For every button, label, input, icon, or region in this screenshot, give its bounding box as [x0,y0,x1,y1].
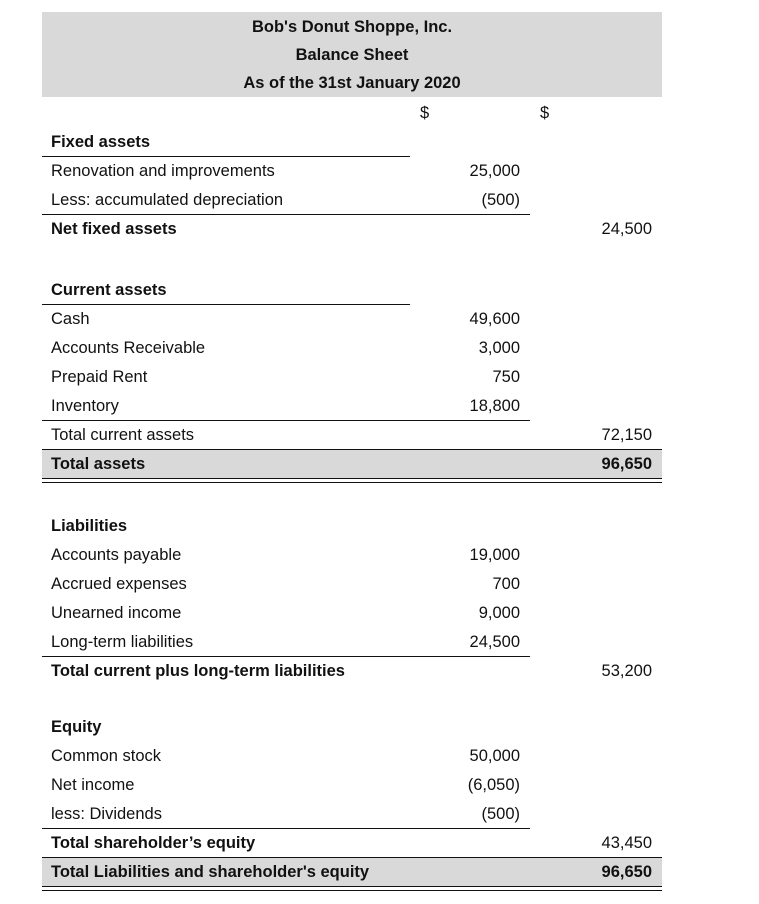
total-row-liabilities [42,657,662,686]
spacer [42,479,662,512]
line-item-label: Accrued expenses [51,575,187,593]
total-label: Net fixed assets [51,220,177,238]
total-row-current-assets [42,421,662,450]
line-item-label: Net income [51,776,135,794]
total-label: Total current plus long-term liabilities [51,662,345,680]
line-item-amount: 18,800 [469,397,520,415]
line-item [42,541,662,570]
statement-date: As of the 31st January 2020 [243,74,461,92]
total-amount: 24,500 [601,220,652,238]
section-heading-equity [42,713,662,742]
line-item-amount: 3,000 [478,339,520,357]
section-heading-current-assets [42,276,662,305]
line-item [42,570,662,599]
line-item-label: Accounts Receivable [51,339,206,357]
line-item-amount: 50,000 [469,747,520,765]
grand-total-amount: 96,650 [601,863,652,881]
line-item [42,305,662,334]
line-item-label: Prepaid Rent [51,368,148,386]
section-heading-label: Current assets [51,281,167,299]
company-name: Bob's Donut Shoppe, Inc. [251,18,453,36]
line-item-amount: 700 [492,575,520,593]
grand-total-row-assets [42,450,662,479]
spacer [42,686,662,713]
double-underline [42,478,662,483]
section-heading-fixed-assets [42,128,662,157]
total-label: Total shareholder’s equity [51,834,256,852]
line-item-label: Unearned income [51,604,182,622]
section-heading-liabilities [42,512,662,541]
section-heading-label: Fixed assets [51,133,151,151]
line-item-label: Long-term liabilities [51,633,194,651]
line-item [42,392,662,421]
total-amount: 72,150 [601,426,652,444]
balance-sheet [42,12,662,887]
line-item [42,800,662,829]
line-item-label: Common stock [51,747,162,765]
sheet-header [42,12,662,97]
grand-total-label: Total Liabilities and shareholder's equity [51,863,370,881]
line-item-amount: (6,050) [467,776,520,794]
line-item [42,742,662,771]
line-item-label: Inventory [51,397,119,415]
line-item-amount: 750 [492,368,520,386]
line-item-amount: 9,000 [478,604,520,622]
statement-title: Balance Sheet [295,46,409,64]
line-item-label: Renovation and improvements [51,162,275,180]
line-item-amount: 19,000 [469,546,520,564]
line-item-amount: 24,500 [469,633,520,651]
line-item-label: Less: accumulated depreciation [51,191,284,209]
line-item [42,157,662,186]
line-item [42,363,662,392]
line-item [42,628,662,657]
currency-symbol-col1: $ [420,104,430,122]
line-item-label: less: Dividends [51,805,162,823]
grand-total-label: Total assets [51,455,146,473]
line-item-label: Accounts payable [51,546,182,564]
line-item-amount: 49,600 [469,310,520,328]
currency-symbol-col2: $ [540,104,550,122]
total-row-equity [42,829,662,858]
section-heading-label: Equity [51,718,102,736]
grand-total-row-liabilities-equity [42,858,662,887]
line-item-amount: (500) [481,805,520,823]
line-item [42,771,662,800]
grand-total-amount: 96,650 [601,455,652,473]
line-item-amount: 25,000 [469,162,520,180]
total-amount: 53,200 [601,662,652,680]
total-row-net-fixed-assets [42,215,662,244]
spacer [42,244,662,276]
line-item [42,599,662,628]
line-item-label: Cash [51,310,90,328]
line-item [42,186,662,215]
total-label: Total current assets [51,426,195,444]
double-underline [42,886,662,891]
total-amount: 43,450 [601,834,652,852]
section-heading-label: Liabilities [51,517,128,535]
line-item [42,334,662,363]
line-item-amount: (500) [481,191,520,209]
currency-row [42,97,662,128]
